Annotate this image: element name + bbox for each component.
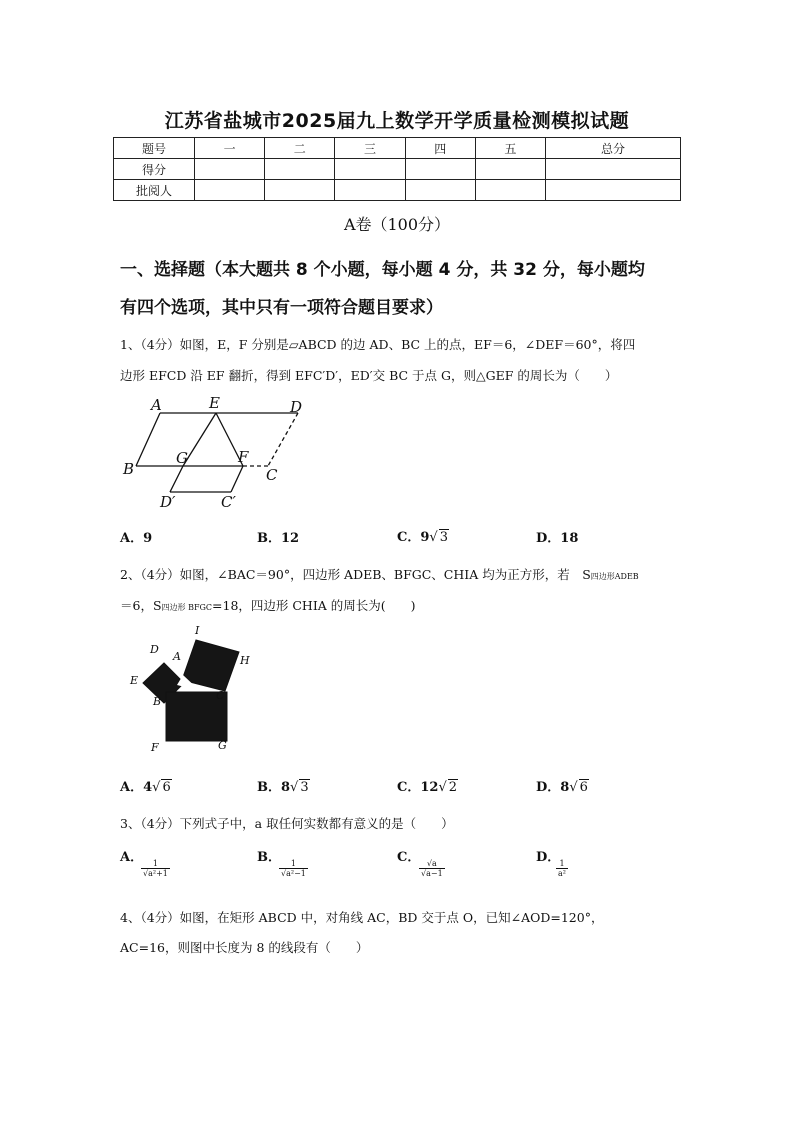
sqrt-symbol: √ bbox=[152, 780, 161, 795]
score-table bbox=[113, 137, 681, 201]
part-heading-line1: 一、选择题（本大题共 8 个小题，每小题 4 分，共 32 分，每小题均 bbox=[120, 260, 645, 280]
table-cell bbox=[335, 159, 405, 180]
table-cell bbox=[265, 159, 335, 180]
q3-option-b: B． bbox=[257, 850, 281, 865]
q3-option-c-fraction: $\frac{√a}{√a-1}$ bbox=[421, 859, 443, 878]
table-cell: 得分 bbox=[114, 159, 195, 180]
label-B: B bbox=[153, 695, 162, 708]
table-cell bbox=[546, 159, 681, 180]
label-C-prime: C′ bbox=[221, 493, 236, 511]
label-D: D bbox=[150, 643, 159, 656]
q3-option-b-fraction: $\frac{1}{\text{√a²−1}}$ bbox=[281, 859, 306, 878]
table-cell bbox=[195, 180, 265, 201]
label-D: D bbox=[290, 398, 303, 416]
label-F: F bbox=[151, 741, 159, 754]
edge-GD2 bbox=[170, 466, 183, 492]
label-E: E bbox=[130, 674, 139, 687]
table-cell bbox=[405, 180, 475, 201]
q2-line1: 2、（4分）如图，∠BAC＝90°，四边形 ADEB、BFGC、CHIA 均为正方形，若 S四边形ADEB bbox=[120, 567, 639, 582]
q4-line2: AC=16，则图中长度为 8 的线段有（ ） bbox=[120, 940, 369, 955]
q2-figure bbox=[126, 622, 266, 757]
table-cell bbox=[475, 159, 545, 180]
table-cell: 题号 bbox=[114, 138, 195, 159]
label-D-prime: D′ bbox=[160, 493, 176, 511]
table-cell: 五 bbox=[475, 138, 545, 159]
label-G: G bbox=[176, 449, 188, 467]
label-E: E bbox=[209, 394, 220, 412]
sqrt-symbol: √ bbox=[438, 780, 447, 795]
table-cell bbox=[405, 159, 475, 180]
q3-option-c: C． bbox=[397, 850, 421, 865]
sqrt-symbol: √ bbox=[429, 530, 438, 545]
edge-AB bbox=[136, 413, 160, 466]
table-cell: 批阅人 bbox=[114, 180, 195, 201]
label-B: B bbox=[123, 460, 135, 478]
label-C: C bbox=[266, 466, 278, 484]
section-heading: A卷（100分） bbox=[343, 215, 451, 234]
sqrt-symbol: √ bbox=[290, 780, 299, 795]
label-A: A bbox=[173, 650, 181, 663]
label-C: C bbox=[216, 689, 225, 702]
label-A: A bbox=[151, 396, 162, 414]
q1-option-a: A．9 bbox=[120, 531, 153, 546]
page-title: 江苏省盐城市2025届九上数学开学质量检测模拟试题 bbox=[164, 110, 630, 132]
table-cell: 四 bbox=[405, 138, 475, 159]
table-cell: 总分 bbox=[546, 138, 681, 159]
q1-option-b: B．12 bbox=[257, 531, 300, 546]
table-cell bbox=[475, 180, 545, 201]
q1-line2: 边形 EFCD 沿 EF 翻折，得到 EFC′D′，ED′交 BC 于点 G，则△GEF 的周长为（ ） bbox=[120, 368, 618, 383]
label-I: I bbox=[195, 624, 200, 637]
label-G: G bbox=[218, 739, 227, 752]
edge-FC2 bbox=[231, 466, 243, 492]
edge-DC-dashed bbox=[268, 413, 298, 466]
q1-figure bbox=[118, 393, 318, 513]
q1-option-d: D．18 bbox=[536, 531, 579, 546]
q3-line1: 3、（4分）下列式子中，a 取任何实数都有意义的是（ ） bbox=[120, 816, 454, 831]
table-cell bbox=[195, 159, 265, 180]
label-H: H bbox=[240, 654, 250, 667]
q1-option-c: C．9√ 3 bbox=[397, 530, 448, 545]
q3-option-d-fraction: $\frac{1}{\text{a²}}$ bbox=[558, 859, 566, 878]
part-heading-line2: 有四个选项，其中只有一项符合题目要求） bbox=[120, 298, 443, 318]
q2-option-d: D．8√ 6 bbox=[536, 780, 588, 795]
table-row bbox=[114, 159, 681, 180]
table-cell: 二 bbox=[265, 138, 335, 159]
q2-option-a: A．4√ 6 bbox=[120, 780, 171, 795]
q2-line2: ＝6，S四边形 BFGC=18，四边形 CHIA 的周长为( ) bbox=[120, 598, 416, 613]
q3-option-d: D． bbox=[536, 850, 561, 865]
score-table-header bbox=[114, 138, 681, 159]
table-cell: 三 bbox=[335, 138, 405, 159]
q2-option-b: B．8√ 3 bbox=[257, 780, 309, 795]
q3-option-a: A． bbox=[120, 850, 144, 865]
table-cell bbox=[546, 180, 681, 201]
q3-option-a-fraction: $\frac{1}{\text{√a²+1}}$ bbox=[143, 859, 168, 878]
table-cell bbox=[335, 180, 405, 201]
q4-line1: 4、（4分）如图，在矩形 ABCD 中，对角线 AC，BD 交于点 O，已知∠AOD=120°， bbox=[120, 910, 604, 925]
table-row bbox=[114, 180, 681, 201]
label-F: F bbox=[238, 448, 249, 466]
table-cell bbox=[265, 180, 335, 201]
table-cell: 一 bbox=[195, 138, 265, 159]
sqrt-symbol: √ bbox=[569, 780, 578, 795]
q1-line1: 1、（4分）如图，E，F 分别是▱ABCD 的边 AD、BC 上的点，EF＝6，∠DEF＝60°，将四 bbox=[120, 337, 636, 352]
q2-option-c: C．12√ 2 bbox=[397, 780, 458, 795]
